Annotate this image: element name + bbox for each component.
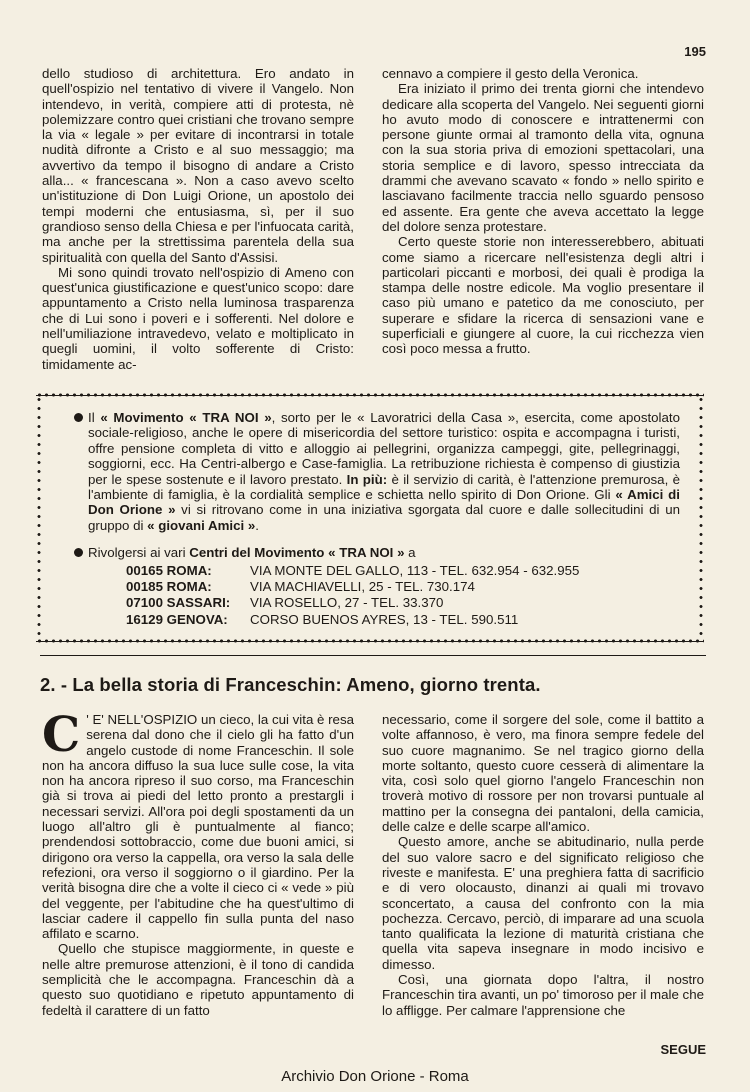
contact-centers: Centri del Movimento « TRA NOI » xyxy=(189,545,405,561)
upper-left-column xyxy=(42,66,354,372)
paragraph: cennavo a compiere il gesto della Veronica. xyxy=(382,66,639,81)
in-piu-label: In più: xyxy=(346,471,388,487)
section-heading: 2. - La bella storia di Franceschin: Ameno, giorno trenta. xyxy=(40,674,541,695)
address-row xyxy=(126,595,579,611)
bullet-icon xyxy=(74,413,83,422)
address-row xyxy=(126,563,579,579)
dotted-border-right xyxy=(698,395,704,641)
lower-left-column xyxy=(42,707,354,1018)
contact-line xyxy=(88,545,680,560)
contact-text: Rivolgersi ai vari xyxy=(88,545,190,561)
paragraph: Questo amore, anche se abitudinario, nulla perde del suo valore sacro e del significato religioso che riveste e manifesta. E' una preghiera fatta di sacrificio e di vero olocausto, dinanzi ai quali mi trovavo sconcertato, a causa del confronto con la mia pochezza. Cercavo, perciò, di imparare ad una scuola tanto qualificata la lezione di maturità cristiana che quella vita sapeva insegnare in modo incisivo e dimesso. xyxy=(382,834,704,972)
address-row xyxy=(126,579,579,595)
in-piu-end: . xyxy=(255,517,259,533)
in-piu-text: è il servizio di carità, è l'attenzione premurosa, è l'ambiente di famiglia, è la cordialità semplice e schietta nello spirito di Don Orione. Gli xyxy=(88,471,680,503)
dotted-border-left xyxy=(36,395,42,641)
upper-right-column xyxy=(382,66,704,357)
in-piu-text: vi si ritrovano come in una iniziativa sgorgata dal cuore e dalle sollecitudini di un gruppo di xyxy=(88,502,680,533)
paragraph-text: ' E' NELL'OSPIZIO un cieco, la cui vita è resa serena dal dono che il cielo gli ha fatto d'un angelo custode di nome Franceschin. Il sole non ha ancora diffuso la sua luce sulle cose, la vita non ha ancora ripreso il suo corso, ma Franceschin già si trova ai piedi del letto pronto a prestargli i necessari servizi. All'ora poi degli spostamenti da un luogo all'altro gli è puntualmente al fianco; prendendosi sottobraccio, come due buoni amici, si dirigono ora verso la cappella, ora verso la sala delle refezioni, ora verso il soggiorno o il giardino. Per la verità bisogna dire che a volte il cieco ci « vede » più del veggente, per l'abitudine che ha quest'ultimo di lasciar cadere il cappello fin sulla punta del naso affilato e scarno. xyxy=(42,712,354,942)
address-city: 00185 ROMA: xyxy=(126,579,212,595)
dotted-border-bottom xyxy=(36,638,704,644)
paragraph: Era iniziato il primo dei trenta giorni che intendevo dedicare alla scoperta del Vangelo. Nei seguenti giorni ho avuto modo di conoscere e intrattenermi con persone giunte ormai al tramonto della vita, ognuna con la sua storia priva di emozioni spettacolari, una storia semplice e di lavoro, spesso intrecciata da drammi che avevano scavato « fondo » nello spirito e lasciavano facilmente traccia nello sguardo pensoso ed assente. Era gente che aveva accettato la legge del dolore senza protestare. xyxy=(382,81,704,234)
giovani-amici: « giovani Amici » xyxy=(147,517,256,533)
movement-name: « Movimento « TRA NOI » xyxy=(100,410,272,425)
drop-cap: C xyxy=(42,707,81,763)
intro-text: , sorto per le « Lavoratrici della Casa », esercita, come apostolato sociale-religioso, anche le opere di misericordia del settore turistico: ospita e accompagna i turisti, offre pensione completa di vitto e alloggio ai pellegrini, organizza campeggi, gite, pellegrinaggi, soggiorni, ecc. Ha Centri-albergo e Case-famiglia. La retribuzione richiesta è compenso di giustizia per le spese sostenute e il lavoro prestato. xyxy=(88,410,680,487)
paragraph: Quello che stupisce maggiormente, in queste e nelle altre premurose attenzioni, è il tono di candida semplicità che le accompagna. Franceschin dà a questo suo quotidiano e ripetuto appuntamento di fedeltà il carattere di un fatto xyxy=(42,941,354,1018)
intro-text: Il xyxy=(88,410,95,425)
paragraph: Così, una giornata dopo l'altra, il nostro Franceschin tira avanti, un po' timoroso per il male che lo affligge. Per calmare l'apprensione che xyxy=(382,972,704,1018)
lower-right-column xyxy=(382,712,704,1018)
bullet-icon xyxy=(74,548,83,557)
movement-description xyxy=(88,410,680,533)
movement-info-box xyxy=(36,392,704,644)
dotted-border-top xyxy=(36,392,704,398)
address-line: CORSO BUENOS AYRES, 13 - TEL. 590.511 xyxy=(250,611,519,627)
paragraph: necessario, come il sorgere del sole, come il battito a volte affannoso, è vero, ma finora sempre fedele del suo cuore magnanimo. Se nel tragico giorno della morte soltanto, questo cuore cesserà di alimentare la vita, così solo quel giorno l'angelo Franceschin non troverà motivo di rossore per non trovarsi puntuale al mattino per la consegna dei pantaloni, della camicia, delle calze e delle scarpe all'amico. xyxy=(382,712,704,835)
paragraph: Certo queste storie non interesserebbero, abituati come siamo a ricercare nell'esistenza degli altri i particolari piccanti e morbosi, dei quali è prodiga la stampa delle nostre edicole. Ma voglio presentare il caso più umano e patetico da me conosciuto, per superare e sfidare la ricerca di sensazioni vane e superficiali e giungere al cuore, la cui ricchezza vien così poco messa a frutto. xyxy=(382,234,704,357)
paragraph: Mi sono quindi trovato nell'ospizio di Ameno con quest'unica giustificazione e quest'unico scopo: dare appuntamento a Cristo nella luminosa trasparenza che di Lui sono i poveri e i sofferenti. Nel dolore e nell'umiliazione intravedevo, velato e moltiplicato in quegli uomini, il volto sofferente di Cristo: timidamente ac- xyxy=(42,264,354,372)
address-table xyxy=(126,563,579,629)
address-line: VIA MONTE DEL GALLO, 113 - TEL. 632.954 - 632.955 xyxy=(250,562,580,578)
paragraph xyxy=(42,707,354,942)
archive-footer: Archivio Don Orione - Roma xyxy=(281,1068,469,1085)
address-city: 07100 SASSARI: xyxy=(126,595,231,611)
address-city: 16129 GENOVA: xyxy=(126,611,228,627)
address-row xyxy=(126,612,579,628)
address-line: VIA ROSELLO, 27 - TEL. 33.370 xyxy=(250,595,444,611)
contact-text: a xyxy=(404,545,416,561)
section-divider xyxy=(40,655,706,656)
amici-don-orione: « Amici di Don Orione » xyxy=(88,487,680,518)
box-content xyxy=(88,410,680,628)
page-number: 195 xyxy=(684,44,706,59)
address-city: 00165 ROMA: xyxy=(126,562,212,578)
continued-label: SEGUE xyxy=(660,1042,706,1057)
paragraph: dello studioso di architettura. Ero andato in quell'ospizio nel tentativo di vivere il Vangelo. Non intendevo, in verità, compiere atti di protesta, nè polemizzare contro quei cristiani che trovano sempre la via « legale » per evitare di incontrarsi in totale nudità difronte a Cristo e al suo messaggio; ma avvertivo da tempo il bisogno di andare a Cristo alla... « francescana ». Non a caso avevo scelto un'istituzione di Don Luigi Orione, un apostolo dei tempi moderni che entusiasma, sì, per il suo grandioso senso della Chiesa e per l'infuocata carità, ma anche per la strettissima parentela della sua spiritualità con quella del Santo d'Assisi. xyxy=(42,66,354,265)
address-line: VIA MACHIAVELLI, 25 - TEL. 730.174 xyxy=(250,579,475,595)
